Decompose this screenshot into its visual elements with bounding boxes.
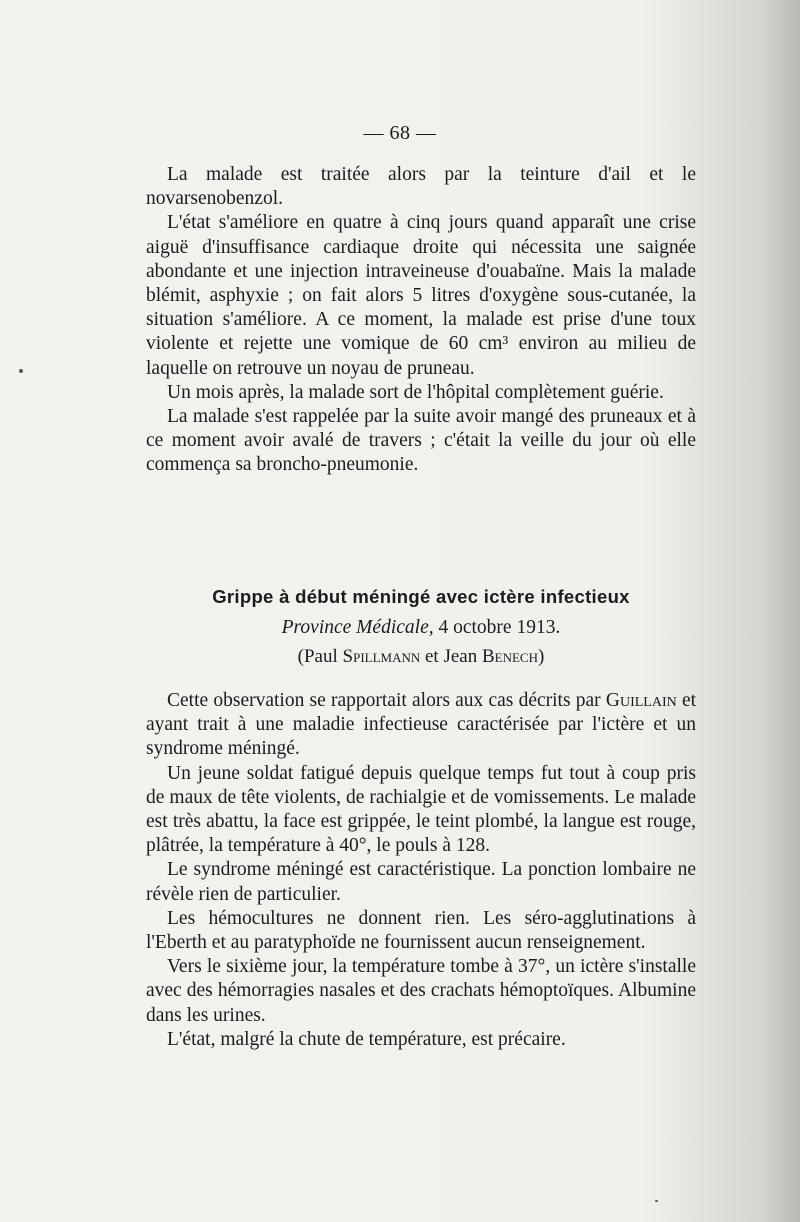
scan-speck: [655, 1200, 658, 1202]
paragraph: Le syndrome méningé est caractéristique. La ponction lombaire ne révèle rien de particulier.: [146, 859, 696, 905]
authors-and: et Jean: [425, 646, 478, 667]
intro-paragraph: [146, 689, 696, 762]
source-citation: [146, 617, 696, 639]
paragraph: Un jeune soldat fatigué depuis quelque temps fut tout à coup pris de maux de tête violents, de rachialgie et de vomissements. Le malade est très abattu, la face est grippée, le teint plombé, la langue est rouge, plâtrée, la température à 40°, le pouls à 128.: [146, 762, 696, 857]
cited-author: Guillain: [605, 690, 677, 711]
paragraph: La malade est traitée alors par la teinture d'ail et le novarsenobenzol.: [146, 164, 696, 210]
page-number: — 68 —: [363, 122, 437, 144]
case-report-body: [146, 689, 696, 1052]
authors-line: [146, 646, 696, 668]
journal-name: Province Médicale,: [281, 617, 434, 638]
author-name: Spillmann: [342, 646, 421, 667]
paragraph: Les hémocultures ne donnent rien. Les séro-agglutinations à l'Eberth et au paratyphoïde ne fournissent aucun renseignement.: [146, 907, 696, 954]
authors-close: ): [538, 646, 545, 667]
case-report-continuation: [146, 163, 696, 478]
intro-end: et ayant trait à une maladie infectieuse caractérisée par l'ictère et un syndrome méningé.: [146, 690, 697, 760]
paragraph: Un mois après, la malade sort de l'hôpital complètement guérie.: [167, 381, 664, 403]
authors-open: (Paul: [297, 646, 338, 667]
paragraph: L'état, malgré la chute de température, est précaire.: [167, 1028, 566, 1050]
publication-date: 4 octobre 1913.: [438, 617, 561, 638]
scan-speck: [19, 369, 23, 373]
intro-start: Cette observation se rapportait alors aux cas décrits par: [167, 690, 601, 711]
paragraph: L'état s'améliore en quatre à cinq jours quand apparaît une crise aiguë d'insuffisance cardiaque droite qui nécessita une saignée abondante et une injection intraveineuse d'ouabaïne. Mais la malade blémit, asphyxie ; on fait alors 5 litres d'oxygène sous-cutanée, la situation s'améliore. A ce moment, la malade est prise d'une toux violente et rejette une vomique de 60 cm³ environ au milieu de laquelle on retrouve un noyau de pruneau.: [146, 212, 696, 379]
paragraph: Vers le sixième jour, la température tombe à 37°, un ictère s'installe avec des hémorragies nasales et des crachats hémoptoïques. Albumine dans les urines.: [146, 956, 696, 1026]
paragraph: La malade s'est rappelée par la suite avoir mangé des pruneaux et à ce moment avoir avalé de travers ; c'était la veille du jour où elle commença sa broncho-pneumonie.: [146, 406, 696, 476]
section-title: Grippe à début méningé avec ictère infectieux: [212, 586, 630, 607]
author-name: Benech: [481, 646, 538, 667]
